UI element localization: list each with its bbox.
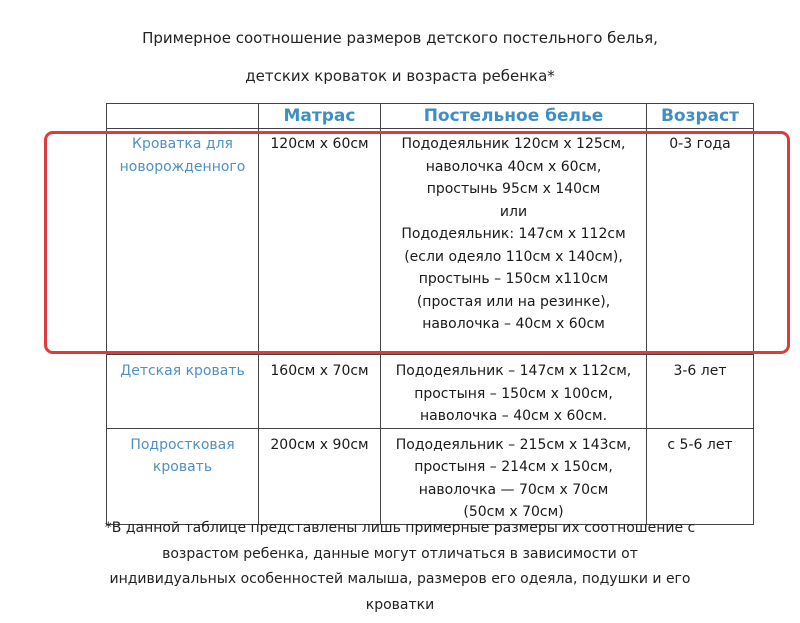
bed-type-line: кровать — [152, 459, 213, 475]
age-cell: с 5-6 лет — [647, 428, 754, 524]
bed-type-cell — [107, 428, 259, 524]
header-age: Возраст — [647, 104, 754, 129]
bedding-line: (простая или на резинке), — [416, 293, 611, 310]
table-row — [107, 428, 754, 524]
table-header-row — [107, 104, 754, 129]
age-cell: 3-6 лет — [647, 355, 754, 429]
bedding-line: простынь – 150см х110см — [418, 271, 609, 287]
bedding-line: простынь 95см х 140см — [426, 181, 601, 197]
mattress-cell: 160см х 70см — [259, 355, 381, 429]
bedding-line: (если одеяло 110см х 140см), — [404, 248, 623, 265]
document-title-line-1: Примерное соотношение размеров детского постельного белья, — [142, 29, 658, 47]
bedding-line: Пододеяльник 120см х 125см, — [401, 136, 626, 152]
document-title-line-2: детских кроваток и возраста ребенка* — [245, 67, 555, 85]
bedding-cell — [381, 355, 647, 429]
bedding-line: наволочка — 70см х 70см — [418, 481, 609, 498]
header-mattress: Матрас — [259, 104, 381, 129]
bed-type-cell — [107, 355, 259, 429]
bedding-line: простыня – 150см х 100см, — [414, 385, 613, 402]
footnote-line: возрастом ребенка, данные могут отличаться в зависимости от — [162, 545, 638, 562]
footnote-line: *В данной таблице представлены лишь примерные размеры их соотношение с — [104, 520, 696, 536]
bedding-line: простыня – 214см х 150см, — [414, 459, 613, 475]
age-cell: 0-3 года — [647, 129, 754, 355]
bed-type-line: новорожденного — [119, 158, 246, 175]
bedding-cell — [381, 428, 647, 524]
bedding-line: наволочка 40см х 60см, — [425, 158, 602, 175]
footnote-line: индивидуальных особенностей малыша, размеров его одеяла, подушки и его — [109, 571, 691, 587]
mattress-cell: 200см х 90см — [259, 428, 381, 524]
footnote-line: кроватки — [365, 596, 435, 613]
bedding-line: Пододеяльник: 147см х 112см — [401, 226, 626, 242]
table-row — [107, 355, 754, 429]
bedding-line: (50см х 70см) — [463, 504, 564, 520]
sizes-table — [106, 103, 754, 525]
header-bed-type — [107, 104, 259, 129]
bedding-cell — [381, 129, 647, 355]
bedding-line: Пододеяльник – 215см х 143см, — [395, 436, 632, 453]
bedding-line: наволочка – 40см х 60см. — [419, 408, 608, 424]
bed-type-line: Детская кровать — [120, 363, 245, 379]
bedding-line: Пододеяльник – 147см х 112см, — [395, 363, 632, 379]
header-bedding: Постельное белье — [381, 104, 647, 129]
bedding-line: наволочка – 40см х 60см — [422, 316, 605, 332]
bed-type-cell — [107, 129, 259, 355]
table-row — [107, 129, 754, 355]
footnote — [0, 516, 800, 618]
mattress-cell: 120см х 60см — [259, 129, 381, 355]
bed-type-line: Кроватка для — [132, 136, 233, 152]
bed-type-line: Подростковая — [130, 436, 235, 453]
bedding-line: или — [499, 203, 528, 220]
